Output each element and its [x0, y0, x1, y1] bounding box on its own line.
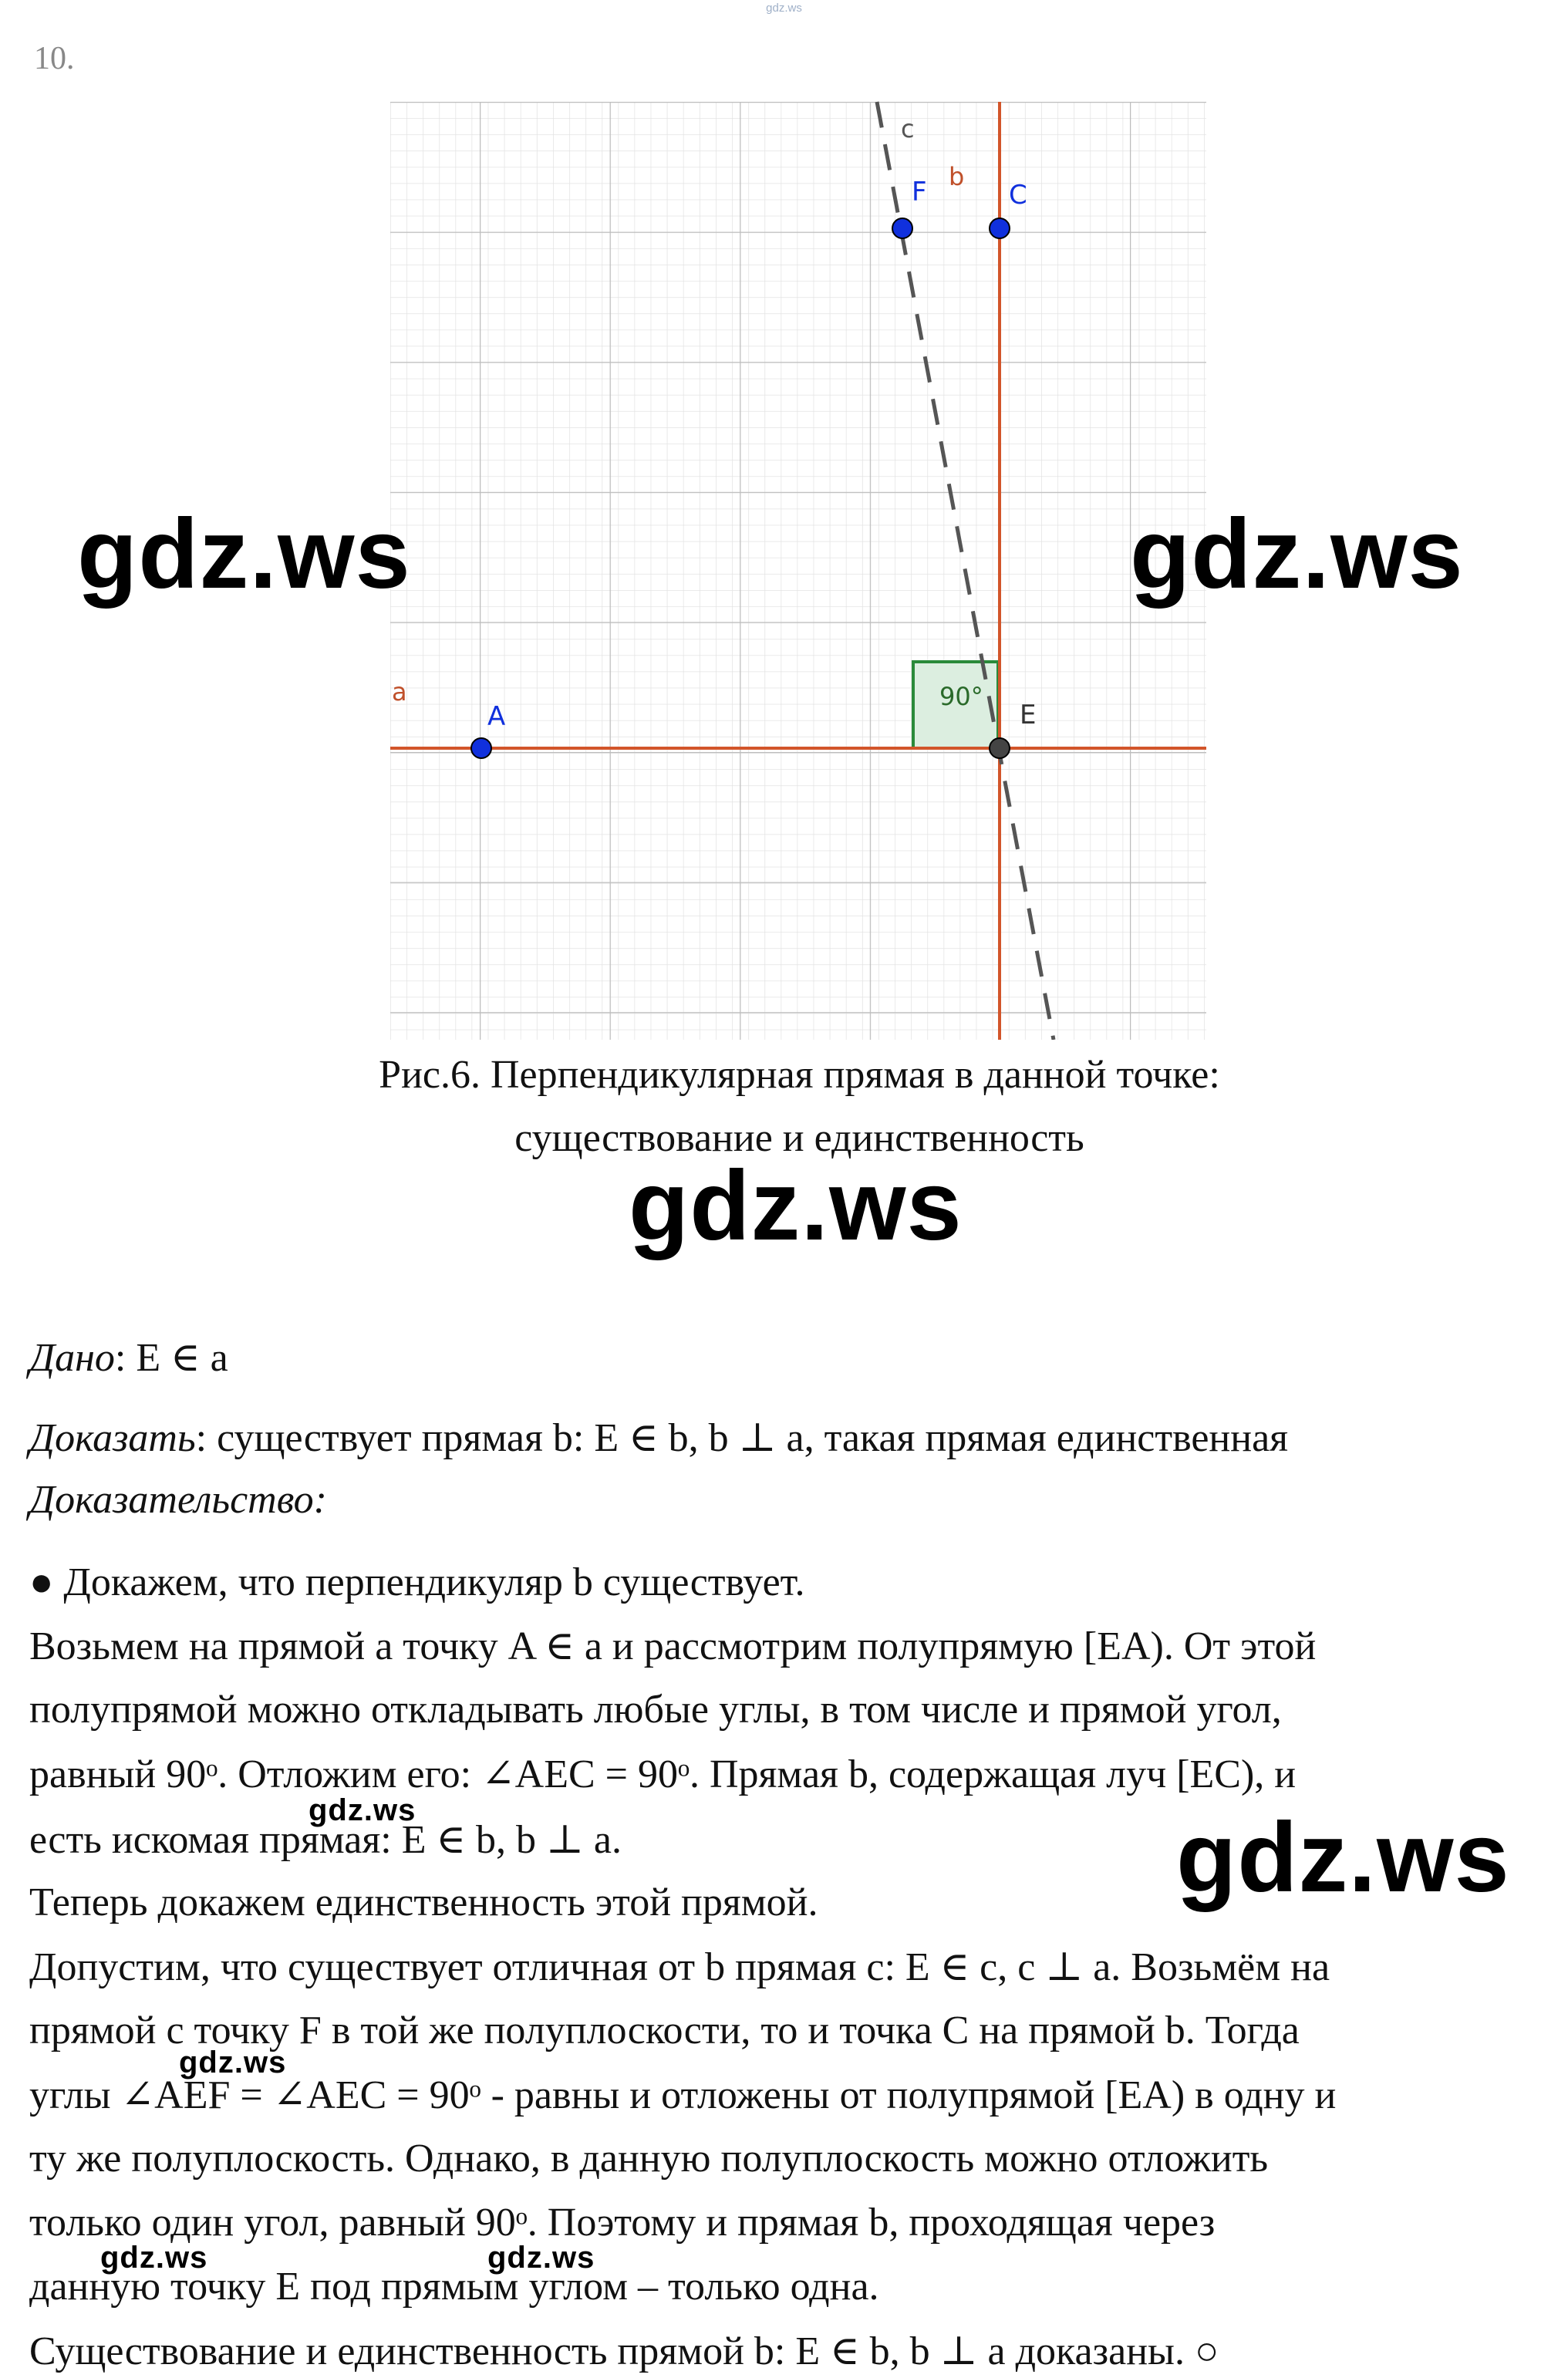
watermark: gdz.ws: [1176, 1803, 1510, 1913]
proof-line: ● Докажем, что перпендикуляр b существует.: [29, 1560, 805, 1604]
tiny-watermark: gdz.ws: [766, 2, 802, 15]
proof-line: прямой c точку F в той же полуплоскости, то и точка C на прямой b. Тогда: [29, 2009, 1300, 2053]
geometry-figure: [386, 91, 1211, 1044]
watermark: gdz.ws: [77, 499, 411, 609]
prove-text: : существует прямая b: E ∈ b, b ⊥ a, такая прямая единственная: [195, 1416, 1289, 1460]
prove-label: Доказать: [29, 1416, 196, 1460]
proof-line: данную точку E под прямым углом – только одна.: [29, 2265, 879, 2309]
proof-line: Теперь докажем единственность этой прямой.: [29, 1880, 818, 1924]
proof-line: Существование и единственность прямой b: E ∈ b, b ⊥ a доказаны. ○: [29, 2329, 1219, 2373]
caption-line-1: Рис.6. Перпендикулярная прямая в данной точке:: [379, 1053, 1220, 1097]
label-F: F: [912, 177, 927, 207]
label-c: c: [901, 114, 915, 143]
given-line: [29, 1334, 228, 1381]
proof-line: только один угол, равный 90ᵒ. Поэтому и прямая b, проходящая через: [29, 2201, 1216, 2245]
watermark: gdz.ws: [487, 2241, 595, 2275]
watermark: gdz.ws: [179, 2046, 287, 2079]
angle-label: 90°: [939, 682, 983, 711]
point-F: [892, 218, 912, 238]
point-E: [990, 738, 1010, 758]
caption-line-2: существование и единственность: [514, 1116, 1084, 1160]
proof-line: Возьмем на прямой a точку A ∈ a и рассмотрим полупрямую [EA). От этой: [29, 1624, 1317, 1668]
grid-major: [390, 102, 1206, 1040]
point-C: [990, 218, 1010, 238]
prove-line: [29, 1415, 1288, 1461]
proof-line: есть искомая прямая: E ∈ b, b ⊥ a.: [29, 1818, 622, 1862]
label-b: b: [949, 162, 965, 191]
point-A: [471, 738, 491, 758]
watermark: gdz.ws: [1130, 499, 1464, 609]
watermark: gdz.ws: [100, 2241, 208, 2275]
proof-line: ту же полуплоскость. Однако, в данную полуплоскость можно отложить: [29, 2137, 1269, 2181]
proof-line: равный 90ᵒ. Отложим его: ∠AEC = 90ᵒ. Прямая b, содержащая луч [EC), и: [29, 1752, 1297, 1796]
geometry-figure-svg: [386, 91, 1211, 1040]
label-E: E: [1020, 700, 1037, 730]
proof-line: Допустим, что существует отличная от b прямая c: E ∈ c, c ⊥ a. Возьмём на: [29, 1945, 1330, 1989]
label-C: C: [1009, 180, 1027, 211]
proof-label: Доказательство:: [29, 1478, 327, 1522]
given-label: Дано: [29, 1336, 115, 1380]
label-A: A: [487, 701, 506, 732]
watermark: gdz.ws: [629, 1151, 963, 1261]
given-expr: : E ∈ a: [114, 1336, 228, 1380]
label-a: a: [392, 677, 407, 707]
watermark: gdz.ws: [309, 1793, 416, 1827]
proof-line: углы ∠AEF = ∠AEC = 90ᵒ - равны и отложены от полупрямой [EA) в одну и: [29, 2073, 1337, 2117]
proof-line: полупрямой можно откладывать любые углы, в том числе и прямой угол,: [29, 1688, 1282, 1732]
task-number: 10.: [34, 41, 75, 76]
